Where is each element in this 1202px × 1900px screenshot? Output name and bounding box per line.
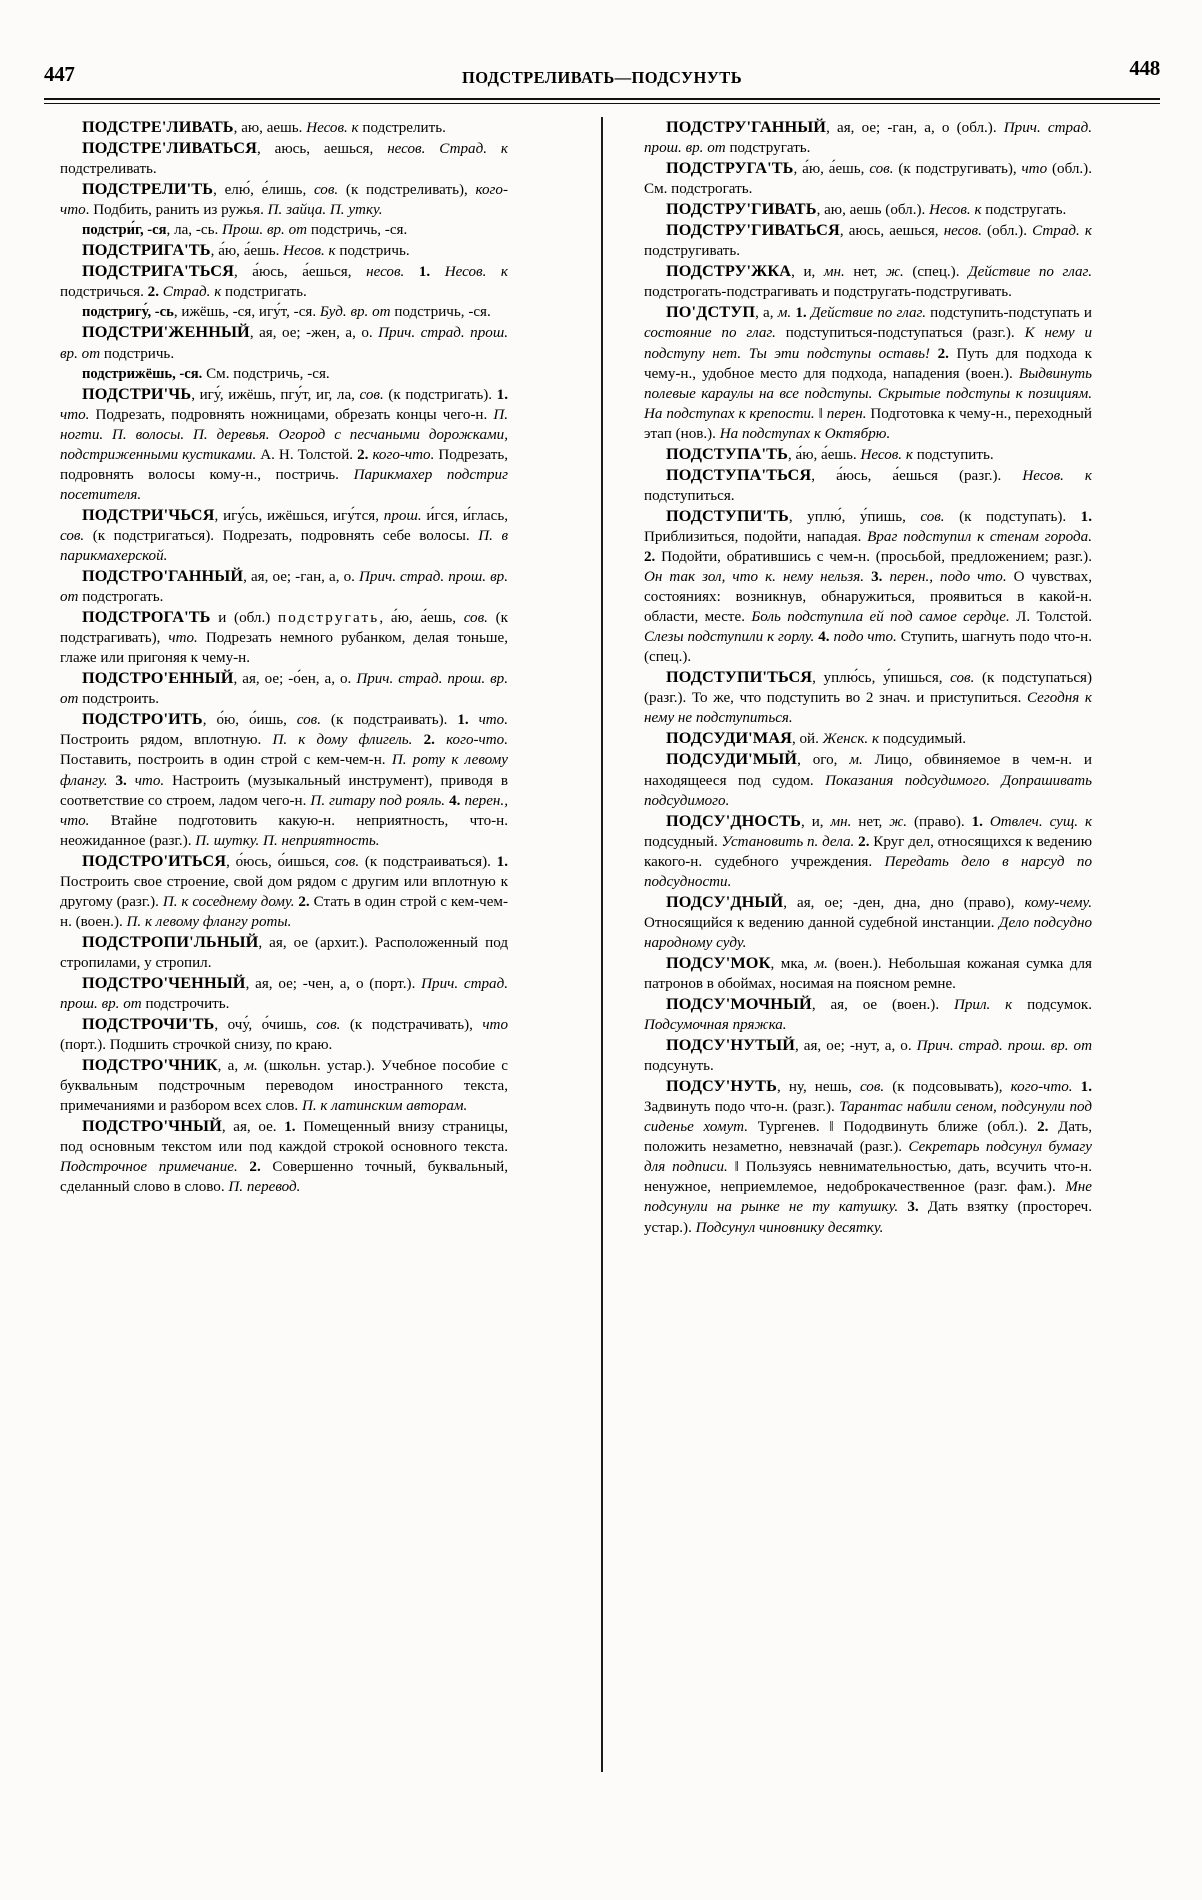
entry-definition: , ижёшь, -ся, игу́т, -ся. Буд. вр. от подстричь, -ся. (173, 304, 491, 321)
header-rule-thin (44, 103, 1160, 104)
dictionary-entry (60, 322, 508, 363)
entry-headword: ПОДСУ'НУТЫЙ (666, 1035, 795, 1055)
entry-definition: , а́юсь, а́ешься (разг.). Несов. к подступиться. (644, 467, 1092, 504)
entry-definition: , ая, ое. 1. Помещенный внизу страницы, под основным текстом или под каждой строкой основного текста. Подстрочное примечание. 2. Совершенно точный, буквальный, сделанный слово в слово. П. перевод. (60, 1119, 508, 1196)
dictionary-entry (60, 709, 508, 850)
entry-definition: , аюсь, аешься, несов. Страд. к подстреливать. (60, 141, 508, 178)
entry-headword: ПОДСТРЕ'ЛИВАТЬ (82, 117, 234, 136)
entry-headword: ПОДСТРИ'ЧЬ (82, 383, 192, 403)
entry-headword: подстригу́, -сь (82, 304, 174, 321)
entry-headword: ПОДСТРОГА'ТЬ (82, 607, 211, 627)
entry-headword: ПОДСУДИ'МЫЙ (666, 749, 798, 769)
entry-headword: ПОДСТУПА'ТЬ (666, 443, 788, 463)
dictionary-entry (644, 892, 1092, 953)
entry-headword: ПОДСТРУ'ГИВАТЬ (666, 199, 817, 219)
entry-definition: , а, м. (школьн. устар.). Учебное пособие с буквальным подстрочным переводом иностранного текста, примечаниями и разбором всех слов. П. к латинским авторам. (60, 1058, 508, 1115)
entry-definition: , а́юсь, а́ешься, несов. 1. Несов. к подстричься. 2. Страд. к подстригать. (60, 264, 508, 301)
entry-headword: ПОДСТРОПИ'ЛЬНЫЙ (82, 931, 259, 951)
dictionary-entry (60, 138, 508, 179)
dictionary-entry (60, 973, 508, 1014)
entry-definition: , аю, аешь (обл.). Несов. к подстругать. (816, 202, 1067, 219)
dictionary-entry (644, 465, 1092, 506)
entry-headword: ПОДСТРО'ИТЬ (82, 709, 203, 729)
dictionary-entry (644, 1076, 1092, 1237)
folio-left: 447 (44, 62, 75, 86)
running-head-title: ПОДСТРЕЛИВАТЬ—ПОДСУНУТЬ (461, 68, 743, 87)
entry-definition: , о́ю, о́ишь, сов. (к подстраивать). 1. что. Построить рядом, вплотную. П. к дому флигель. 2. кого-что. Поставить, построить в один строй с кем-чем-н. П. роту к левому флангу. 3. что. Настроить (музыкальный инструмент), приводя в соответствие со строем, ладом чего-н. П. гитару под рояль. 4. перен., что. Втайне подготовить какую-н. неприятность, что-н. неожиданное (разг.). П. шутку. П. неприятность. (60, 712, 508, 849)
entry-headword: ПОДСТУПИ'ТЬ (666, 505, 789, 525)
entry-definition: , и, мн. нет, ж. (право). 1. Отвлеч. сущ. к подсудный. Установить п. дела. 2. Круг дел, относящихся к ведению какого-н. судебного учреждения. Передать дело в нарсуд по подсудности. (644, 813, 1093, 890)
entry-headword: ПОДСТРО'ЧНИК (82, 1055, 218, 1075)
entry-headword: ПОДСУ'МОК (666, 952, 771, 972)
dictionary-entry (644, 506, 1092, 667)
dictionary-entry (60, 384, 508, 505)
dictionary-entry (644, 117, 1092, 158)
entry-headword: ПОДСТРО'ЕННЫЙ (82, 668, 234, 688)
dictionary-entry (60, 607, 508, 668)
entry-definition: , очу́, о́чишь, сов. (к подстрачивать), что (порт.). Подшить строчкой снизу, по краю. (60, 1017, 508, 1054)
entry-definition: , ла, -сь. Прош. вр. от подстричь, -ся. (166, 222, 408, 239)
dictionary-entry (60, 1116, 508, 1197)
entry-headword: ПОДСТРО'ИТЬСЯ (82, 850, 227, 870)
dictionary-entry (60, 932, 508, 973)
entry-definition: , игу́, ижёшь, пгу́т, иг, ла, сов. (к подстригать). 1. что. Подрезать, подровнять ножницами, обрезать концы чего-н. П. ногти. П. волосы. П. деревья. Огород с песчаными дорожками, подстриженными кустиками. А. Н. Толстой. 2. кого-что. Подрезать, подровнять волосы кому-н., постричь. Парикмахер подстриг посетителя. (60, 386, 509, 503)
entry-definition: , уплю́сь, у́пишься, сов. (к подступаться) (разг.). То же, что подступить во 2 знач. и приступиться. Сегодня к нему не подступиться. (644, 670, 1092, 727)
entry-definition: и (обл.) подстругать, а́ю, а́ешь, сов. (к подстрагивать), что. Подрезать немного рубанком, делая тоньше, глаже или пригоняя к чему-н. (60, 610, 508, 667)
entry-headword: подстри́г, -ся (82, 222, 167, 239)
dictionary-entry (644, 667, 1092, 728)
entry-definition: , о́юсь, о́ишься, сов. (к подстраиваться). 1. Построить свое строение, свой дом рядом с другим или вплотную к другому (разг.). П. к соседнему дому. 2. Стать в один строй с кем-чем-н. (воен.). П. к левому флангу роты. (60, 853, 508, 930)
entry-headword: подстрижёшь, -ся. (82, 365, 203, 382)
dictionary-entry (644, 158, 1092, 199)
dictionary-entry (60, 220, 508, 240)
entry-definition: , мка, м. (воен.). Небольшая кожаная сумка для патронов в обоймах, носимая на поясном ремне. (644, 955, 1092, 992)
dictionary-entry (644, 302, 1092, 443)
dictionary-entry (60, 261, 508, 302)
entry-definition: , ого, м. Лицо, обвиняемое в чем-н. и находящееся под судом. Показания подсудимого. Допрашивать подсудимого. (644, 752, 1092, 809)
dictionary-entry (644, 444, 1092, 465)
column-left (60, 117, 508, 1197)
entry-headword: ПОДСУ'НУТЬ (666, 1076, 777, 1096)
dictionary-entry (644, 728, 1092, 749)
dictionary-entry (644, 261, 1092, 302)
dictionary-entry (60, 1014, 508, 1055)
entry-headword: ПОДСУДИ'МАЯ (666, 728, 792, 748)
entry-headword: ПОДСТРО'ГАННЫЙ (82, 566, 244, 586)
dictionary-entry (60, 851, 508, 932)
entry-headword: ПОДСУ'ДНОСТЬ (666, 810, 802, 830)
dictionary-entry (644, 1035, 1092, 1076)
entry-headword: ПОДСТРИГА'ТЬ (82, 240, 211, 260)
dictionary-entry (644, 953, 1092, 994)
header-rule-thick (44, 98, 1160, 100)
entry-headword: ПОДСТРОЧИ'ТЬ (82, 1014, 215, 1034)
entry-headword: ПОДСТРУ'ГИВАТЬСЯ (666, 220, 840, 240)
entry-headword: ПОДСТРИ'ЧЬСЯ (82, 504, 215, 524)
entry-definition: , ая, ое; -чен, а, о (порт.). Прич. страд. прош. вр. от подстрочить. (60, 975, 509, 1013)
dictionary-entry (60, 505, 508, 566)
entry-definition: , а́ю, а́ешь. Несов. к подстричь. (210, 243, 410, 260)
column-divider (601, 117, 603, 1772)
entry-headword: ПОДСТУПА'ТЬСЯ (666, 464, 812, 484)
entry-headword: ПОДСТРО'ЧЕННЫЙ (82, 972, 246, 992)
entry-definition: , ая, ое; -нут, а, о. Прич. страд. прош. вр. от подсунуть. (644, 1038, 1093, 1075)
entry-headword: ПОДСТРУ'ЖКА (666, 261, 792, 281)
entry-definition: , ая, ое; -ден, дна, дно (право), кому-чему. Относящийся к ведению данной судебной инстанции. Дело подсудно народному суду. (644, 894, 1092, 951)
entry-definition: , и, мн. нет, ж. (спец.). Действие по глаг. подстрогать-подстрагивать и подстругать-подстругивать. (644, 264, 1093, 301)
entry-definition: , ая, ое; -жен, а, о. Прич. страд. прош. вр. от подстричь. (60, 325, 508, 362)
dictionary-entry (644, 994, 1092, 1035)
dictionary-entry (60, 566, 508, 607)
dictionary-entry (644, 220, 1092, 261)
entry-definition: , аюсь, аешься, несов. (обл.). Страд. к подстругивать. (644, 223, 1092, 260)
entry-definition: , аю, аешь. Несов. к подстрелить. (233, 120, 446, 136)
entry-definition: , а́ю, а́ешь. Несов. к подступить. (787, 446, 994, 463)
entry-definition: , ая, ое; -о́ен, а, о. Прич. страд. прош. вр. от подстроить. (60, 671, 508, 708)
entry-definition: , ой. Женск. к подсудимый. (791, 731, 967, 748)
entry-definition: , а́ю, а́ешь, сов. (к подстругивать), что (обл.). См. подстрогать. (644, 161, 1092, 198)
entry-headword: ПОДСТРЕ'ЛИВАТЬСЯ (82, 138, 257, 158)
dictionary-entry (60, 1055, 508, 1116)
entry-headword: ПОДСТРО'ЧНЫЙ (82, 1116, 222, 1136)
entry-definition: , ну, нешь, сов. (к подсовывать), кого-что. 1. Задвинуть подо что-н. (разг.). Тарантас набили сеном, подсунули под сиденье хомут. Тургенев. ‖ Пододвинуть ближе (обл.). 2. Дать, положить незаметно, невзначай (разг.). Секретарь подсунул бумагу для подписи. ‖ Пользуясь невнимательностью, дать, всучить что-н. ненужное, неприемлемое, недоброкачественное (разг. фам.). Мне подсунули на рынке не ту катушку. 3. Дать взятку (простореч. устар.). Подсунул чиновнику десятку. (644, 1079, 1093, 1236)
entry-definition: , уплю́, у́пишь, сов. (к подступать). 1. Приблизиться, подойти, нападая. Враг подступил к стенам города. 2. Подойти, обратившись с чем-н. (просьбой, предложением; разг.). Он так зол, что к. нему нельзя. 3. перен., подо что. О чувствах, состояниях: возникнув, обнаружиться, проявиться в какой-н. области, месте. Боль подступила ей под самое сердце. Л. Толстой. Слезы подступили к горлу. 4. подо что. Ступить, шагнуть подо что-н. (спец.). (644, 508, 1093, 666)
entry-headword: ПОДСУ'МОЧНЫЙ (666, 994, 812, 1014)
entry-headword: ПОДСТРУ'ГАННЫЙ (666, 117, 827, 136)
dictionary-entry (644, 749, 1092, 810)
entry-headword: ПОДСТРИГА'ТЬСЯ (82, 261, 234, 281)
entry-definition: , а, м. 1. Действие по глаг. подступить-подступать и состояние по глаг. подступиться-подступаться (разг.). К нему и подступу нет. Ты эти подступы оставь! 2. Путь для подхода к чему-н., удобное место для подхода, нападения (воен.). Выдвинуть полевые караулы на все подступы. Скрытые подступы к позициям. На подступах к крепости. ‖ перен. Подготовка к чему-н., переходный этап (нов.). На подступах к Октябрю. (644, 305, 1093, 442)
dictionary-entry (60, 179, 508, 220)
columns-container (44, 117, 1160, 1777)
entry-definition: , игу́сь, ижёшься, игу́тся, прош. и́гся, и́глась, сов. (к подстригаться). Подрезать, подровнять себе волосы. П. в парикмахерской. (60, 507, 509, 564)
dictionary-entry (644, 199, 1092, 220)
entry-headword: ПОДСТРЕЛИ'ТЬ (82, 179, 214, 199)
running-head (44, 56, 1160, 96)
entry-headword: ПОДСТУПИ'ТЬСЯ (666, 667, 813, 687)
folio-right: 448 (1129, 56, 1160, 80)
entry-definition: , ая, ое (архит.). Расположенный под стропилами, у стропил. (60, 934, 508, 971)
column-right (644, 117, 1092, 1238)
entry-definition: См. подстричь, -ся. (202, 365, 330, 382)
entry-headword: ПО'ДСТУП (666, 302, 756, 322)
entry-definition: , ая, ое (воен.). Прил. к подсумок. Подсумочная пряжка. (644, 997, 1093, 1034)
entry-definition: , елю́, е́лишь, сов. (к подстреливать), кого-что. Подбить, ранить из ружья. П. зайца. П. утку. (60, 182, 508, 219)
entry-headword: ПОДСУ'ДНЫЙ (666, 891, 784, 911)
dictionary-entry (60, 302, 508, 322)
entry-headword: ПОДСТРИ'ЖЕННЫЙ (82, 322, 250, 342)
entry-headword: ПОДСТРУГА'ТЬ (666, 158, 794, 178)
dictionary-entry (60, 117, 508, 138)
entry-definition: , ая, ое; -ган, а, о. Прич. страд. прош. вр. от подстрогать. (60, 569, 509, 606)
dictionary-entry (60, 240, 508, 261)
entry-definition: , ая, ое; -ган, а, о (обл.). Прич. страд. прош. вр. от подстругать. (644, 120, 1093, 157)
dictionary-entry (60, 364, 508, 384)
dictionary-entry (60, 668, 508, 709)
dictionary-entry (644, 811, 1092, 892)
